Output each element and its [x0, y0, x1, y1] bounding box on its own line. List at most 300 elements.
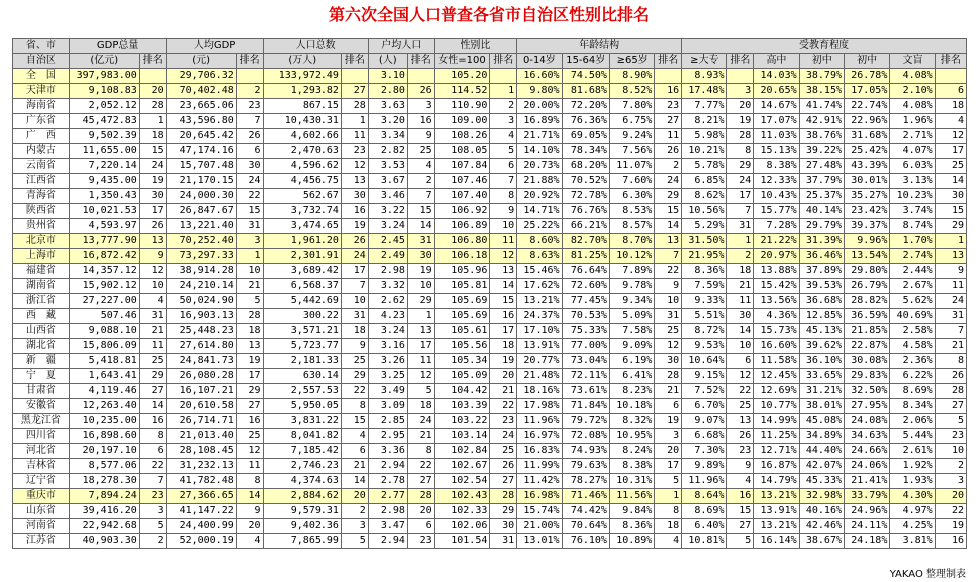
table-cell: 21	[139, 324, 166, 339]
table-cell: 39.53%	[799, 279, 844, 294]
table-cell: 12.33%	[754, 174, 799, 189]
table-cell: 34.63%	[844, 429, 889, 444]
table-cell: 28	[490, 489, 517, 504]
table-cell: 36.10%	[799, 354, 844, 369]
table-cell: 105.56	[434, 339, 490, 354]
table-cell: 2.45	[368, 234, 407, 249]
table-row	[13, 189, 967, 204]
table-cell: 28	[341, 99, 368, 114]
table-cell: 1,643.41	[69, 369, 139, 384]
table-cell: 14	[655, 219, 682, 234]
table-cell: 31,232.13	[166, 459, 236, 474]
region-name: 山东省	[13, 504, 70, 519]
table-cell: 10	[490, 219, 517, 234]
table-cell: 29	[341, 369, 368, 384]
table-cell: 8.53%	[609, 204, 654, 219]
table-cell: 38.79%	[799, 69, 844, 84]
table-cell: 4	[407, 159, 434, 174]
header-subcell: 排名	[727, 54, 754, 69]
header-subcell: 初中	[799, 54, 844, 69]
region-name: 广东省	[13, 114, 70, 129]
table-cell: 9.84%	[609, 504, 654, 519]
table-cell: 4	[139, 294, 166, 309]
header-sex-ratio: 性别比	[434, 39, 516, 54]
table-cell: 23	[727, 444, 754, 459]
table-row	[13, 504, 967, 519]
table-cell: 6	[139, 444, 166, 459]
table-cell: 27	[935, 399, 966, 414]
table-cell: 15	[490, 294, 517, 309]
table-cell: 1.96%	[890, 114, 935, 129]
table-cell: 13.91%	[517, 339, 562, 354]
table-cell: 1,293.82	[263, 84, 341, 99]
table-cell: 23	[139, 489, 166, 504]
table-cell: 37.89%	[799, 264, 844, 279]
table-cell: 10,235.00	[69, 414, 139, 429]
table-cell: 6.75%	[609, 114, 654, 129]
header-subcell: 排名	[490, 54, 517, 69]
table-cell: 45.33%	[799, 474, 844, 489]
table-cell: 2,301.91	[263, 249, 341, 264]
table-cell: 72.78%	[562, 189, 609, 204]
region-name: 山西省	[13, 324, 70, 339]
table-cell: 13	[727, 414, 754, 429]
table-cell: 24.11%	[844, 519, 889, 534]
table-cell: 8.93%	[682, 69, 727, 84]
table-cell: 27.48%	[799, 159, 844, 174]
table-cell: 15,707.48	[166, 159, 236, 174]
table-cell: 4.25%	[890, 519, 935, 534]
table-cell: 27	[490, 474, 517, 489]
region-name: 四川省	[13, 429, 70, 444]
table-cell: 22	[727, 384, 754, 399]
table-cell: 6.30%	[609, 189, 654, 204]
table-cell: 8.69%	[682, 504, 727, 519]
table-cell: 5	[407, 384, 434, 399]
header-subcell: 初中	[844, 54, 889, 69]
table-cell: 31	[139, 309, 166, 324]
table-cell: 43,596.80	[166, 114, 236, 129]
table-cell: 6.70%	[682, 399, 727, 414]
table-cell: 28	[655, 369, 682, 384]
table-cell: 7.56%	[609, 144, 654, 159]
table-cell: 5,418.81	[69, 354, 139, 369]
table-cell: 13,777.90	[69, 234, 139, 249]
table-cell: 9	[490, 204, 517, 219]
table-cell: 73.04%	[562, 354, 609, 369]
table-cell: 8	[727, 144, 754, 159]
table-cell: 2.77	[368, 489, 407, 504]
table-cell: 9	[407, 129, 434, 144]
table-cell: 10.31%	[609, 474, 654, 489]
table-cell: 28,108.45	[166, 444, 236, 459]
table-cell: 11	[341, 129, 368, 144]
table-cell: 15.42%	[754, 279, 799, 294]
table-cell: 24.08%	[844, 414, 889, 429]
table-cell: 8.24%	[609, 444, 654, 459]
table-cell: 16.97%	[517, 429, 562, 444]
table-cell: 5	[341, 534, 368, 549]
table-cell: 2,557.53	[263, 384, 341, 399]
table-cell: 42.46%	[799, 519, 844, 534]
table-cell: 25.42%	[844, 144, 889, 159]
table-cell: 2.49	[368, 249, 407, 264]
table-row	[13, 429, 967, 444]
table-cell: 17.62%	[517, 279, 562, 294]
table-cell: 16	[490, 309, 517, 324]
table-cell: 3	[727, 84, 754, 99]
table-cell: 25	[341, 354, 368, 369]
table-cell: 4,374.63	[263, 474, 341, 489]
table-cell: 16.89%	[517, 114, 562, 129]
table-cell: 4	[935, 114, 966, 129]
header-subcell: (万人)	[263, 54, 341, 69]
table-row	[13, 414, 967, 429]
table-cell: 29,706.32	[166, 69, 236, 84]
table-cell: 42.07%	[799, 459, 844, 474]
page-title: 第六次全国人口普查各省市自治区性别比排名	[328, 5, 649, 24]
table-cell: 12	[727, 369, 754, 384]
table-cell: 74.50%	[562, 69, 609, 84]
table-cell: 44.40%	[799, 444, 844, 459]
table-cell: 25,448.23	[166, 324, 236, 339]
table-cell: 8.23%	[609, 384, 654, 399]
table-cell: 5	[655, 474, 682, 489]
table-cell: 11.58%	[754, 354, 799, 369]
table-cell: 15	[727, 504, 754, 519]
table-cell: 7	[490, 174, 517, 189]
table-cell: 8.64%	[682, 489, 727, 504]
table-cell: 10.81%	[682, 534, 727, 549]
table-cell: 77.00%	[562, 339, 609, 354]
region-name: 上海市	[13, 249, 70, 264]
table-cell: 27	[341, 84, 368, 99]
table-cell: 31	[490, 534, 517, 549]
table-cell: 26	[490, 459, 517, 474]
table-cell: 9,502.39	[69, 129, 139, 144]
table-cell: 22	[935, 504, 966, 519]
region-name: 青海省	[13, 189, 70, 204]
table-cell: 18	[655, 519, 682, 534]
table-cell: 8	[490, 189, 517, 204]
table-cell: 40.16%	[799, 504, 844, 519]
table-row	[13, 204, 967, 219]
table-cell: 4.08%	[890, 69, 935, 84]
table-cell: 52,000.19	[166, 534, 236, 549]
table-cell: 17.05%	[844, 84, 889, 99]
table-cell: 4	[490, 129, 517, 144]
table-cell: 7.89%	[609, 264, 654, 279]
header-region: 省、市	[13, 39, 70, 54]
table-cell: 73.61%	[562, 384, 609, 399]
table-cell: 18	[727, 264, 754, 279]
table-cell: 8.70%	[609, 234, 654, 249]
table-cell: 39,416.20	[69, 504, 139, 519]
table-cell: 31	[236, 219, 263, 234]
table-cell: 3,831.22	[263, 414, 341, 429]
table-cell: 30	[236, 159, 263, 174]
table-cell: 26	[935, 369, 966, 384]
table-cell: 2,470.63	[263, 144, 341, 159]
table-cell: 26.78%	[844, 69, 889, 84]
table-cell: 19	[407, 264, 434, 279]
table-cell: 14	[341, 474, 368, 489]
region-name: 甘肃省	[13, 384, 70, 399]
table-cell: 23	[341, 144, 368, 159]
table-cell: 2,181.33	[263, 354, 341, 369]
table-cell: 2	[236, 84, 263, 99]
region-name: 贵州省	[13, 219, 70, 234]
region-name: 广 西	[13, 129, 70, 144]
table-row	[13, 159, 967, 174]
table-cell: 15	[236, 204, 263, 219]
table-cell: 6.19%	[609, 354, 654, 369]
table-cell: 5.44%	[890, 429, 935, 444]
table-cell: 11	[236, 459, 263, 474]
table-cell: 27	[655, 114, 682, 129]
table-cell: 8.57%	[609, 219, 654, 234]
table-cell: 14.99%	[754, 414, 799, 429]
table-cell: 12	[139, 264, 166, 279]
table-cell: 103.22	[434, 414, 490, 429]
table-cell: 7.77%	[682, 99, 727, 114]
table-row	[13, 264, 967, 279]
table-cell: 9,088.10	[69, 324, 139, 339]
table-cell: 2.06%	[890, 414, 935, 429]
table-cell: 7	[935, 324, 966, 339]
table-cell: 18	[490, 339, 517, 354]
table-cell: 106.80	[434, 234, 490, 249]
table-cell: 106.92	[434, 204, 490, 219]
header-gdp: GDP总量	[69, 39, 166, 54]
table-cell: 11	[139, 339, 166, 354]
table-cell: 32.98%	[799, 489, 844, 504]
table-cell: 2	[727, 249, 754, 264]
table-cell: 24,841.73	[166, 354, 236, 369]
table-cell: 4.08%	[890, 99, 935, 114]
table-cell: 3.67	[368, 174, 407, 189]
table-cell: 10.56%	[682, 204, 727, 219]
table-cell: 10.21%	[682, 144, 727, 159]
table-cell: 31	[935, 309, 966, 324]
table-cell: 3.13%	[890, 174, 935, 189]
table-cell: 114.52	[434, 84, 490, 99]
table-cell: 28	[407, 489, 434, 504]
table-cell: 7,865.99	[263, 534, 341, 549]
table-row	[13, 234, 967, 249]
header-subcell: 高中	[754, 54, 799, 69]
table-cell: 3.24	[368, 324, 407, 339]
table-cell: 38.01%	[799, 399, 844, 414]
footer-credit: YAKAO 整理制表	[889, 569, 966, 580]
table-cell: 28	[935, 384, 966, 399]
header-education: 受教育程度	[682, 39, 967, 54]
table-cell: 10	[139, 279, 166, 294]
table-row	[13, 84, 967, 99]
table-row	[13, 294, 967, 309]
table-cell: 6	[655, 399, 682, 414]
table-cell: 5	[935, 414, 966, 429]
table-cell: 102.43	[434, 489, 490, 504]
table-cell: 3.34	[368, 129, 407, 144]
table-cell: 108.05	[434, 144, 490, 159]
table-cell: 26	[139, 219, 166, 234]
table-cell: 3.32	[368, 279, 407, 294]
table-cell: 5,950.05	[263, 399, 341, 414]
table-cell: 24,000.30	[166, 189, 236, 204]
table-cell: 6.22%	[890, 369, 935, 384]
table-cell: 4,119.46	[69, 384, 139, 399]
table-cell: 12.85%	[799, 309, 844, 324]
table-cell: 7.58%	[609, 324, 654, 339]
table-cell: 22.74%	[844, 99, 889, 114]
table-cell: 562.67	[263, 189, 341, 204]
table-cell: 9,579.31	[263, 504, 341, 519]
table-cell: 7.30%	[682, 444, 727, 459]
table-cell: 11.99%	[517, 459, 562, 474]
table-cell: 16	[236, 414, 263, 429]
table-cell: 66.21%	[562, 219, 609, 234]
region-name: 西 藏	[13, 309, 70, 324]
region-name: 北京市	[13, 234, 70, 249]
table-cell: 3.25	[368, 369, 407, 384]
table-cell: 20	[935, 489, 966, 504]
table-row	[13, 219, 967, 234]
table-cell: 24.06%	[844, 459, 889, 474]
table-cell: 9.24%	[609, 129, 654, 144]
table-cell: 13.21%	[754, 489, 799, 504]
table-cell: 9.96%	[844, 234, 889, 249]
table-cell: 103.39	[434, 399, 490, 414]
table-cell: 70.52%	[562, 174, 609, 189]
table-cell: 6	[407, 519, 434, 534]
table-cell: 102.33	[434, 504, 490, 519]
table-cell: 6.68%	[682, 429, 727, 444]
header-subcell: 排名	[407, 54, 434, 69]
table-cell: 2.82	[368, 144, 407, 159]
table-cell: 11	[407, 354, 434, 369]
table-cell: 13.21%	[754, 519, 799, 534]
table-cell: 9	[341, 339, 368, 354]
table-cell: 20,645.42	[166, 129, 236, 144]
table-cell: 3	[490, 114, 517, 129]
table-cell: 2.78	[368, 474, 407, 489]
table-cell: 13.88%	[754, 264, 799, 279]
table-row	[13, 99, 967, 114]
table-row	[13, 384, 967, 399]
table-cell: 13.54%	[844, 249, 889, 264]
table-cell: 30.08%	[844, 354, 889, 369]
table-cell: 21.48%	[517, 369, 562, 384]
table-row	[13, 339, 967, 354]
table-cell: 72.11%	[562, 369, 609, 384]
table-cell: 1	[727, 234, 754, 249]
table-cell: 11	[727, 294, 754, 309]
table-cell: 3.36	[368, 444, 407, 459]
table-cell: 24	[727, 174, 754, 189]
table-cell: 4,593.97	[69, 219, 139, 234]
table-cell: 17	[655, 459, 682, 474]
table-cell: 19	[935, 519, 966, 534]
table-cell: 9.33%	[682, 294, 727, 309]
table-cell: 8.36%	[682, 264, 727, 279]
region-name: 陕西省	[13, 204, 70, 219]
table-cell: 27.95%	[844, 399, 889, 414]
table-cell: 5.78%	[682, 159, 727, 174]
table-cell: 25	[655, 324, 682, 339]
table-cell: 18	[935, 99, 966, 114]
table-cell: 2.98	[368, 504, 407, 519]
table-cell: 33.79%	[844, 489, 889, 504]
header-subcell: (人)	[368, 54, 407, 69]
table-cell: 105.61	[434, 324, 490, 339]
table-cell: 12	[490, 249, 517, 264]
table-cell: 107.84	[434, 159, 490, 174]
table-cell: 11.96%	[682, 474, 727, 489]
table-cell: 74.42%	[562, 504, 609, 519]
table-cell: 10	[341, 294, 368, 309]
table-cell: 26,080.28	[166, 369, 236, 384]
table-cell: 11	[490, 234, 517, 249]
table-row	[13, 69, 967, 84]
table-cell: 22	[490, 399, 517, 414]
table-cell: 20,610.58	[166, 399, 236, 414]
table-cell: 9,435.00	[69, 174, 139, 189]
table-row	[13, 129, 967, 144]
table-cell: 3.49	[368, 384, 407, 399]
region-name: 湖北省	[13, 339, 70, 354]
table-cell: 17	[341, 264, 368, 279]
table-cell: 3.47	[368, 519, 407, 534]
table-cell: 2.61%	[890, 444, 935, 459]
table-row	[13, 309, 967, 324]
table-cell: 17.07%	[754, 114, 799, 129]
table-cell: 78.34%	[562, 144, 609, 159]
table-cell: 3,571.21	[263, 324, 341, 339]
table-cell: 8,577.06	[69, 459, 139, 474]
table-cell: 13	[407, 324, 434, 339]
table-cell: 110.90	[434, 99, 490, 114]
table-cell: 8.69%	[890, 384, 935, 399]
table-cell: 17.10%	[517, 324, 562, 339]
table-cell: 11,655.00	[69, 144, 139, 159]
table-cell: 27,366.65	[166, 489, 236, 504]
table-cell: 79.63%	[562, 459, 609, 474]
table-cell: 3.74%	[890, 204, 935, 219]
table-row	[13, 489, 967, 504]
table-cell: 14.71%	[517, 204, 562, 219]
table-cell: 29.83%	[844, 369, 889, 384]
table-cell: 18,278.30	[69, 474, 139, 489]
table-cell: 24,400.99	[166, 519, 236, 534]
region-name: 安徽省	[13, 399, 70, 414]
table-cell: 29	[490, 504, 517, 519]
table-body	[13, 69, 967, 549]
table-cell: 70.53%	[562, 309, 609, 324]
table-cell: 4.30%	[890, 489, 935, 504]
table-cell: 12	[407, 369, 434, 384]
table-cell: 32.50%	[844, 384, 889, 399]
table-cell: 72.20%	[562, 99, 609, 114]
table-cell: 27	[727, 519, 754, 534]
header-subcell: 文盲	[890, 54, 935, 69]
table-cell: 7	[139, 474, 166, 489]
table-cell: 47,174.16	[166, 144, 236, 159]
table-cell: 5	[139, 519, 166, 534]
table-cell: 76.36%	[562, 114, 609, 129]
table-cell: 107.40	[434, 189, 490, 204]
header-population: 人口总数	[263, 39, 368, 54]
